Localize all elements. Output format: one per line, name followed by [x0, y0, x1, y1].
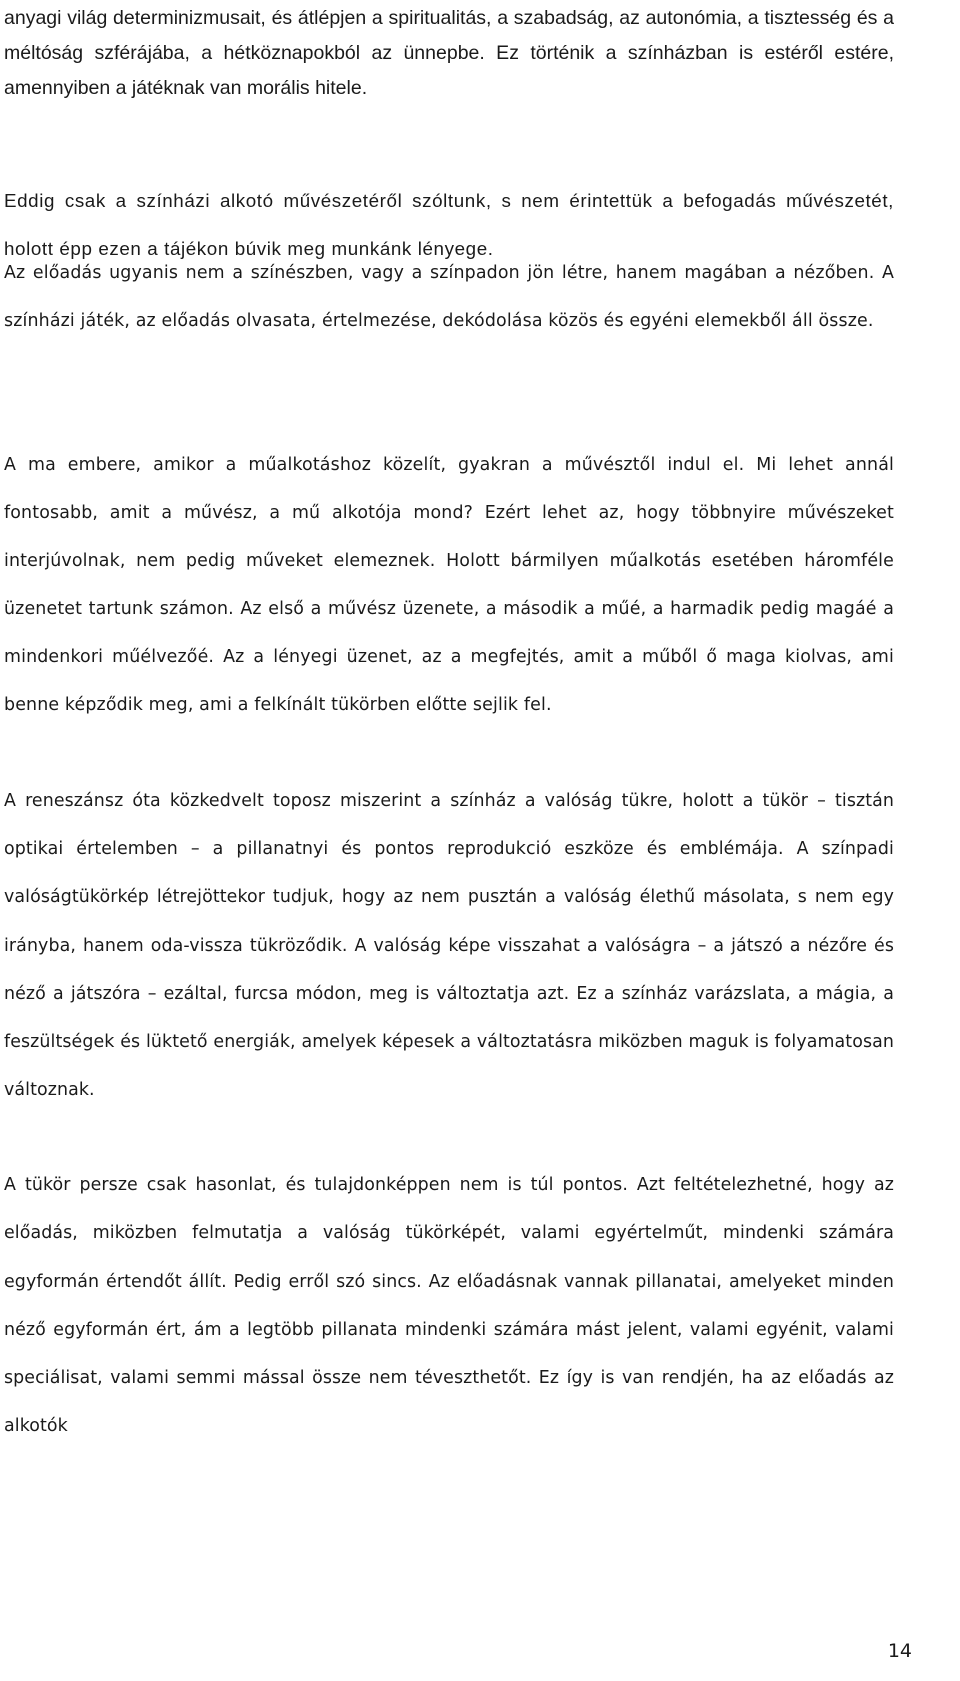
paragraph-mirror-topos [4, 777, 894, 1114]
paragraph-text: Az előadás ugyanis nem a színészben, vagy a színpadon jön létre, hanem magában a nézőben. A színházi játék, az előadás olvasata, értelmezése, dekódolása közös és egyéni elemekből áll össze. [4, 263, 894, 332]
paragraph-three-messages [4, 441, 894, 730]
paragraph-text: anyagi világ determinizmusait, és átlépjen a spiritualitás, a szabadság, az autonómia, a tisztesség és a méltóság szférájába, a hétköznapokból az ünnepbe. Ez történik a színházban is estéről estére, amennyiben a játéknak van morális hitele. [4, 7, 894, 99]
paragraph-performance-viewer [4, 249, 894, 345]
paragraph-text: A tükör persze csak hasonlat, és tulajdonképpen nem is túl pontos. Azt feltételezhetné, hogy az előadás, miközben felmutatja a valóság tükörképét, valami egyértelműt, mindenki számára egyformán értendőt állít. Pedig erről szó sincs. Az előadásnak vannak pillanatai, amelyeket minden néző egyformán ért, ám a legtöbb pillanata mindenki számára mást jelent, valami egyénit, valami speciálisat, valami semmi mással össze nem téveszthetőt. Ez így is van rendjén, ha az előadás az alkotók [4, 1175, 894, 1437]
paragraph-determinism [4, 1, 894, 106]
page-number: 14 [887, 1640, 912, 1662]
paragraph-text: A reneszánsz óta közkedvelt toposz miszerint a színház a valóság tükre, holott a tükör – tisztán optikai értelemben – a pillanatnyi és pontos reprodukció eszköze és emblémája. A színpadi valóságtükörkép létrejöttekor tudjuk, hogy az nem pusztán a valóság élethű másolata, s nem egy irányba, hanem oda-vissza tükröződik. A valóság képe visszahat a valóságra – a játszó a nézőre és néző a játszóra – ezáltal, furcsa módon, meg is változtatja azt. Ez a színház varázslata, a mágia, a feszültségek és lüktető energiák, amelyek képesek a változtatásra miközben maguk is folyamatosan változnak. [4, 791, 894, 1101]
paragraph-mirror-simile [4, 1161, 894, 1451]
paragraph-text: Eddig csak a színházi alkotó művészetéről szóltunk, s nem érintettük a befogadás művészetét, holott épp ezen a tájékon búvik meg munkánk lényege. [4, 190, 894, 260]
paragraph-text: A ma embere, amikor a műalkotáshoz közelít, gyakran a művésztől indul el. Mi lehet annál fontosabb, amit a művész, a mű alkotója mond? Ezért lehet az, hogy többnyire művészeket interjúvolnak, nem pedig műveket elemeznek. Holott bármilyen műalkotás esetében háromféle üzenetet tartunk számon. Az első a művész üzenete, a második a műé, a harmadik pedig magáé a mindenkori műélvezőé. Az a lényegi üzenet, az a megfejtés, amit a műből ő maga kiolvas, ami benne képződik meg, ami a felkínált tükörben előtte sejlik fel. [4, 455, 894, 716]
